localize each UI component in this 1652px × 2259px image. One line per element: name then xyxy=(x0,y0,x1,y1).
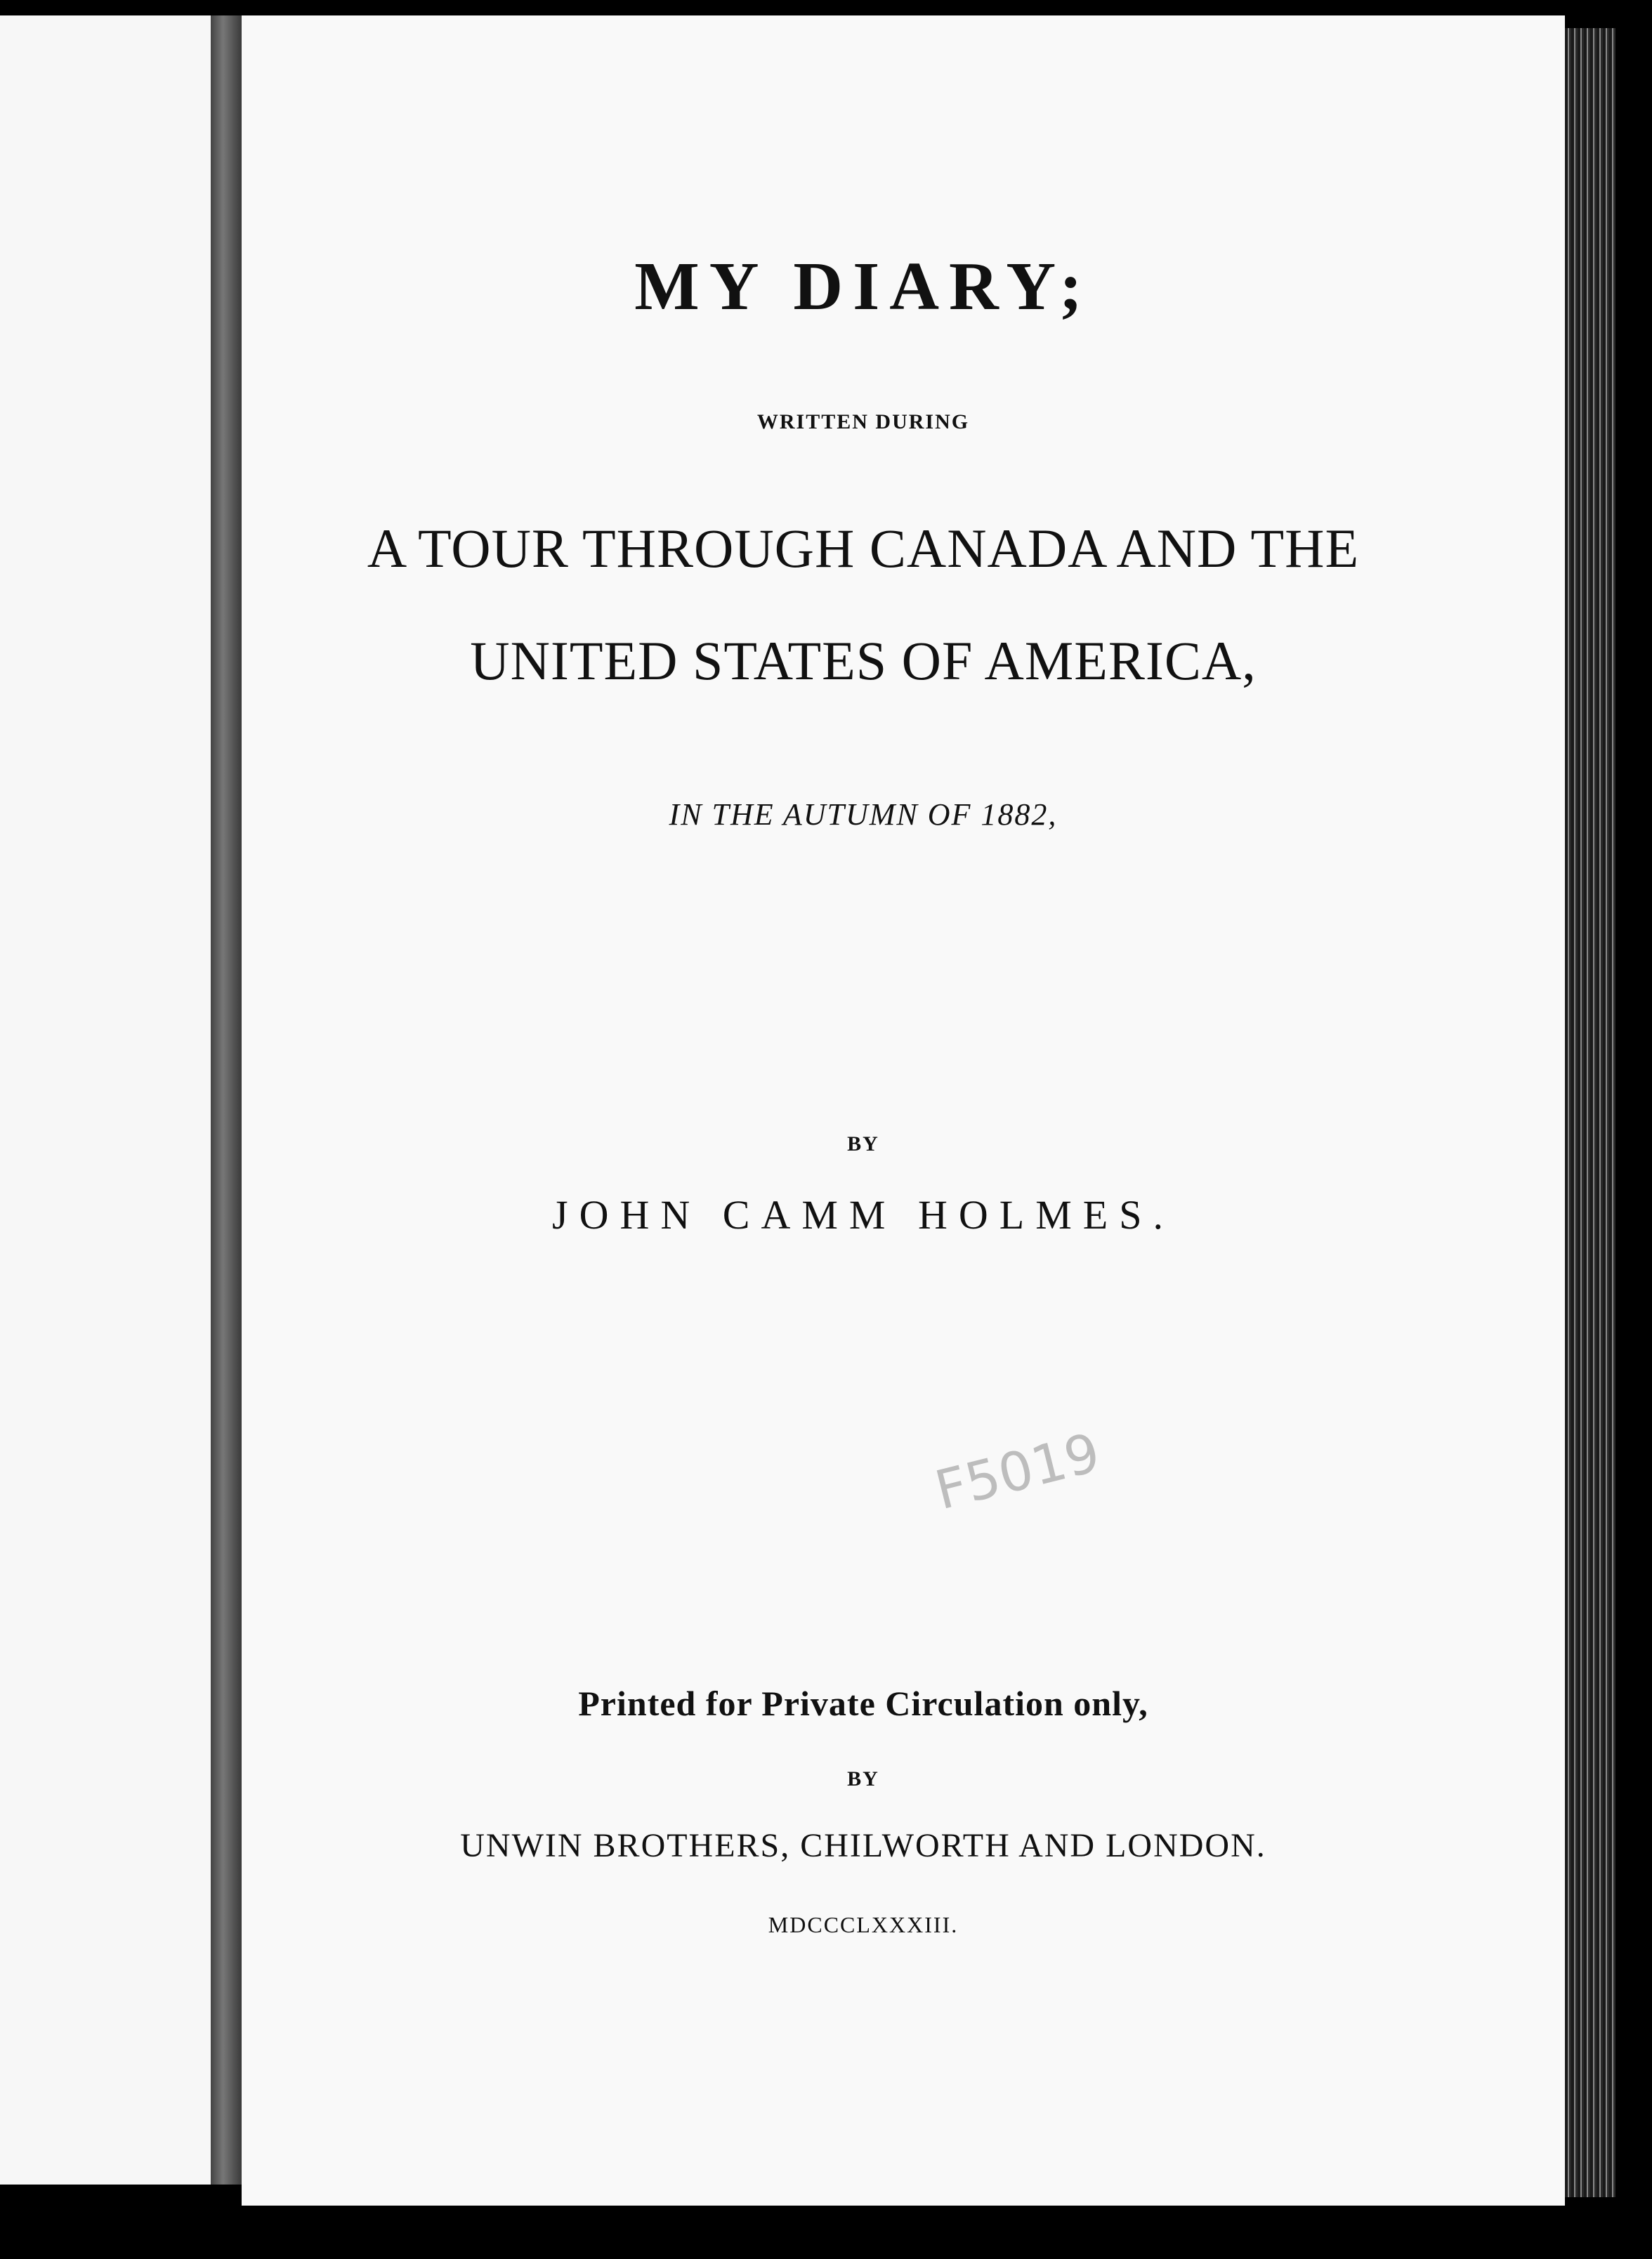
printing-note: Printed for Private Circulation only, xyxy=(578,1684,1148,1723)
pencil-annotation: F5019 xyxy=(929,1420,1106,1522)
book-title: MY DIARY; xyxy=(634,249,1092,325)
publisher: UNWIN BROTHERS, CHILWORTH AND LONDON. xyxy=(460,1827,1266,1864)
page-edges xyxy=(1565,28,1615,2197)
left-page xyxy=(0,15,212,2185)
subtitle-line-2: UNITED STATES OF AMERICA, xyxy=(470,630,1257,691)
written-during: WRITTEN DURING xyxy=(756,410,970,433)
title-page xyxy=(242,15,1565,2206)
author-name: JOHN CAMM HOLMES. xyxy=(552,1192,1174,1238)
by-label: BY xyxy=(847,1132,879,1155)
date-line: IN THE AUTUMN OF 1882, xyxy=(669,797,1058,832)
subtitle-line-1: A TOUR THROUGH CANADA AND THE xyxy=(367,518,1360,579)
by-label-2: BY xyxy=(847,1767,879,1790)
book-gutter xyxy=(211,15,242,2185)
publication-year: MDCCCLXXXIII. xyxy=(768,1912,959,1937)
